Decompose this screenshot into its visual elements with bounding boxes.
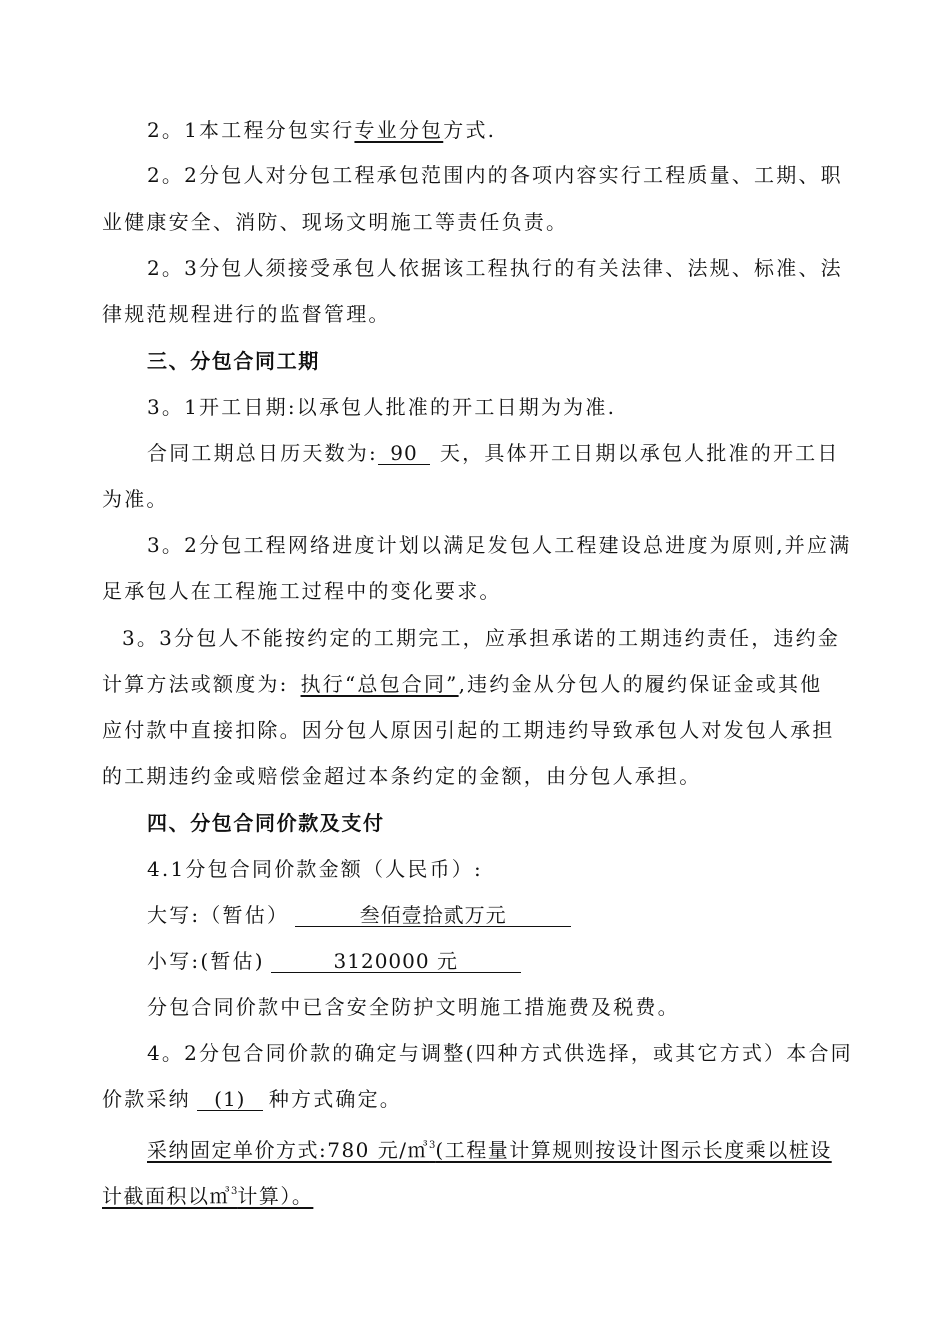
amount-upper-label: 大写:（暂估） [147,903,290,927]
clause-4-2-line2 [102,1087,402,1111]
clause-3-3-line2 [102,672,822,696]
section-4-heading: 四、分包合同价款及支付 [147,811,385,835]
duration-suffix: 天，具体开工日期以承包人批准的开工日 [439,441,840,465]
section-3-heading: 三、分包合同工期 [147,349,320,373]
amount-lower-label: 小写:(暂估) [147,949,265,973]
amount-upper-value: 叁佰壹拾贰万元 [295,904,571,927]
clause-2-1-suffix: 方式. [443,118,497,142]
unit-price-line2-a: 计截面积以㎥ [102,1184,231,1208]
clause-4-1: 4.1分包合同价款金额（人民币）: [147,857,483,881]
clause-2-3-line2: 律规范规程进行的监督管理。 [102,302,391,326]
price-method-choice: (1) [197,1088,263,1111]
unit-price-line1-sup: 3 [429,1140,436,1151]
clause-2-3-line1: 2。3分包人须接受承包人依据该工程执行的有关法律、法规、标准、法 [147,256,843,280]
price-includes-note: 分包合同价款中已含安全防护文明施工措施费及税费。 [147,995,680,1019]
unit-price-line2 [102,1180,313,1208]
clause-3-3-line3: 应付款中直接扣除。因分包人原因引起的工期违约导致承包人对发包人承担 [102,718,835,742]
subcontract-method: 专业分包 [354,118,444,142]
clause-2-1-prefix: 2。1本工程分包实行 [147,118,355,142]
clause-3-3-line4: 的工期违约金或赔偿金超过本条约定的金额，由分包人承担。 [102,764,702,788]
clause-4-2-line1: 4。2分包合同价款的确定与调整(四种方式供选择，或其它方式）本合同 [147,1041,853,1065]
amount-lower-line [147,949,521,973]
clause-3-2-line1: 3。2分包工程网络进度计划以满足发包人工程建设总进度为原则,并应满 [147,533,852,557]
price-method-prefix: 价款采纳 [102,1087,191,1111]
clause-2-2-line1: 2。2分包人对分包工程承包范围内的各项内容实行工程质量、工期、职 [147,163,843,187]
unit-price-line2-b: 计算）。 [237,1184,314,1208]
duration-prefix: 合同工期总日历天数为: [147,441,378,465]
clause-3-1: 3。1开工日期:以承包人批准的开工日期为为准. [147,395,617,419]
unit-price-line2-sup: 3 [231,1186,238,1197]
penalty-method-prefix: 计算方法或额度为: [102,672,289,696]
penalty-method-suffix: ,违约金从分包人的履约保证金或其他 [458,672,823,696]
contract-duration-line [147,441,840,465]
penalty-method-value: 执行“总包合同” [300,672,459,696]
duration-days: 90 [378,442,430,465]
clause-3-3-line1: 3。3分包人不能按约定的工期完工，应承担承诺的工期违约责任，违约金 [122,626,841,650]
unit-price-line1-b: (工程量计算规则按设计图示长度乘以桩设 [435,1138,832,1162]
clause-3-2-line2: 足承包人在工程施工过程中的变化要求。 [102,579,502,603]
amount-lower-value: 3120000 元 [271,950,521,973]
unit-price-line1 [147,1134,832,1162]
clause-2-1 [147,118,496,142]
unit-price-line1-a: 采纳固定单价方式:780 元/㎥ [147,1138,430,1162]
amount-upper-line [147,903,571,927]
duration-line2: 为准。 [102,487,169,511]
price-method-suffix: 种方式确定。 [268,1087,403,1111]
clause-2-2-line2: 业健康安全、消防、现场文明施工等责任负责。 [102,210,569,234]
